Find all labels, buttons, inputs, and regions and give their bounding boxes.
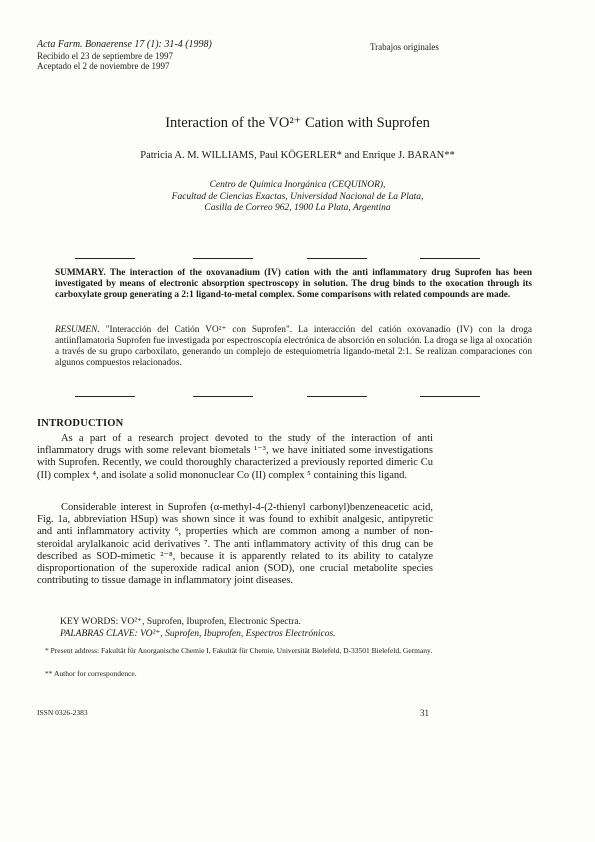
- divider: [75, 396, 135, 397]
- journal-header: [37, 40, 212, 72]
- divider: [75, 258, 135, 259]
- journal-citation: Acta Farm. Bonaerense 17 (1): 31-4 (1998): [37, 39, 212, 50]
- resumen-text: "Interacción del Catión VO²⁺ con Suprofen". La interacción del catión oxovanadio (IV) con la droga antiinflamatoria Suprofen fue investigada por espectroscopía electrónica de absorción en solución. La droga se liga al oxocatión a través de su grupo carboxilato, generando un complejo de estequiometría ligando-metal 2:1. Se realizan comparaciones con algunos compuestos relacionados.: [55, 325, 532, 368]
- divider: [307, 258, 367, 259]
- paper-title: Interaction of the VO²⁺ Cation with Suprofen: [165, 115, 430, 131]
- issn: ISSN 0326-2383: [37, 708, 88, 717]
- page-number: 31: [420, 708, 429, 718]
- resumen-abstract: [55, 325, 532, 369]
- divider: [420, 396, 480, 397]
- section-heading-introduction: INTRODUCTION: [37, 418, 124, 429]
- intro-paragraph-1: As a part of a research project devoted to the study of the interaction of anti inflammatory drugs with some relevant biometals ¹⁻³, we have initiated some investigations with Suprofen. Recently, we could thoroughly characterized a previously reported dimeric Cu (II) complex ⁴, and isolate a solid mononuclear Co (II) complex ⁵ containing this ligand.: [37, 433, 433, 481]
- footnote-correspondence: ** Author for correspondence.: [45, 669, 137, 678]
- divider: [193, 258, 253, 259]
- footnote-address: * Present address: Fakultät für Anorganische Chemie I, Fakultät für Chemie, Universität Bielefeld, D-33501 Bielefeld, Germany.: [45, 646, 433, 655]
- keywords-english: KEY WORDS: VO²⁺, Suprofen, Ibuprofen, Electronic Spectra.: [60, 617, 301, 627]
- author-list: Patricia A. M. WILLIAMS, Paul KÖGERLER* and Enrique J. BARAN**: [140, 150, 455, 161]
- abstract-bottom-rules: [55, 396, 535, 398]
- received-date: Recibido el 23 de septiembre de 1997: [37, 50, 173, 61]
- divider: [307, 396, 367, 397]
- summary-abstract: SUMMARY. The interaction of the oxovanadium (IV) cation with the anti inflammatory drug Suprofen has been investigated by means of electronic absorption spectroscopy in solution. The drug binds to the oxocation through its carboxylate group generating a 2:1 ligand-to-metal complex. Some comparisons with related compounds are made.: [55, 268, 532, 300]
- intro-paragraph-2: Considerable interest in Suprofen (α-methyl-4-(2-thienyl carbonyl)benzeneacetic acid, Fig. 1a, abbreviation HSup) was shown since it was found to exhibit analgesic, antipyretic and anti inflammatory activity ⁶, properties which are common among a number of non-steroidal arylalkanoic acid derivatives ⁷. The anti inflammatory activity of this drug can be described as SOD-mimetic ²⁻⁸, because it is apparently related to its ability to catalyze disproportionation of the superoxide radical anion (SOD), one crucial metabolite species contributing to tissue damage in inflammatory joint diseases.: [37, 502, 433, 587]
- divider: [420, 258, 480, 259]
- section-label: Trabajos originales: [370, 42, 439, 52]
- divider: [193, 396, 253, 397]
- accepted-date: Aceptado el 2 de noviembre de 1997: [37, 61, 170, 71]
- affiliation-line-2: Facultad de Ciencias Exactas, Universidad Nacional de La Plata,: [171, 191, 424, 202]
- affiliation-line-3: Casilla de Correo 962, 1900 La Plata, Argentina: [204, 203, 391, 213]
- resumen-label: RESUMEN.: [55, 325, 100, 335]
- keywords-spanish: PALABRAS CLAVE: VO²⁺, Suprofen, Ibuprofen, Espectros Electrónicos.: [60, 629, 336, 639]
- affiliation-line-1: Centro de Química Inorgánica (CEQUINOR),: [209, 180, 386, 190]
- affiliation: [0, 180, 595, 215]
- abstract-top-rules: [55, 258, 535, 260]
